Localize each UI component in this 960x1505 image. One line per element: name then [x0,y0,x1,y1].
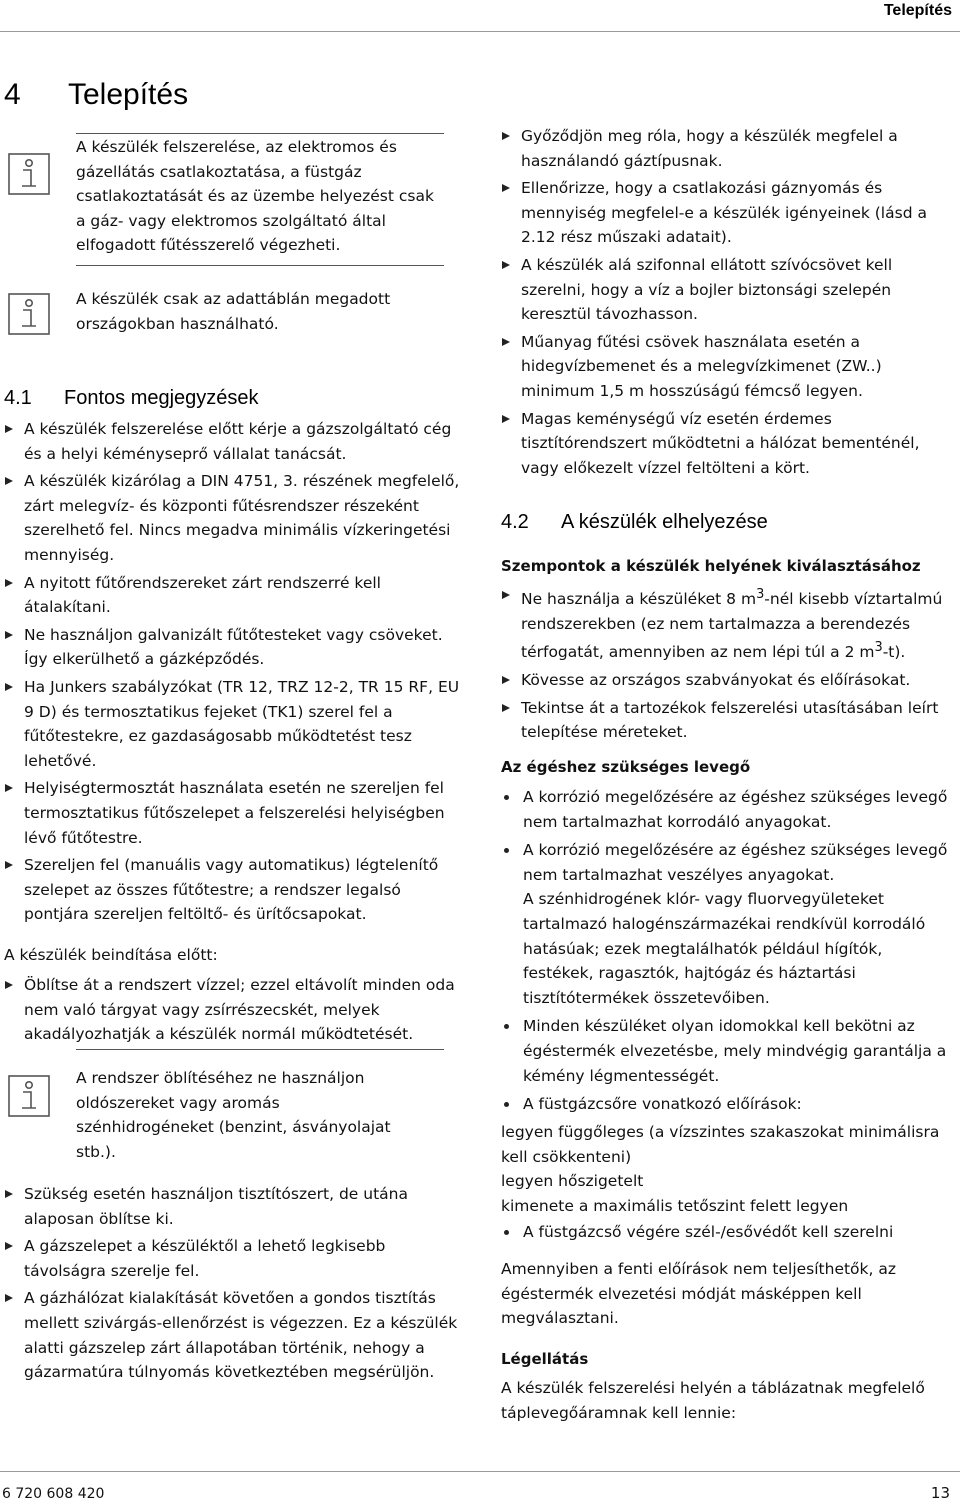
list-item [501,583,957,665]
footer-rule [0,1471,960,1472]
list-item: A nyitott fűtőrendszereket zárt rendszerré kell átalakítani. [4,571,460,620]
header-rule [0,31,960,32]
notice-rule [76,1049,444,1050]
list-item: Helyiségtermosztát használata esetén ne szereljen fel termosztatikus fűtőszelepet a felszerelési helyiségben lévő fűtőtestre. [4,776,460,850]
important-notes-list [4,417,460,930]
flue-line: kimenete a maximális tetőszint felett legyen [501,1196,849,1215]
chapter-title: Telepítés [68,78,189,111]
notice-text: A rendszer öblítéséhez ne használjon oldószereket vagy aromás szénhidrogéneket (benzint, ásványolajat stb.). [76,1069,391,1161]
item-text: A korrózió megelőzésére az égéshez szükséges levegő nem tartalmazhat veszélyes anyagokat. [523,841,948,884]
superscript: 3 [874,640,883,656]
list-item: A gázhálózat kialakítását követően a gondos tisztítás mellett szivárgás-ellenőrzést is végezzen. Ez a készülék alatti gázszelep zárt állapotában történik, nehogy a gázarmatúra túlnyomás következtében megsérüljön. [4,1286,460,1384]
superscript: 3 [756,587,765,602]
notice-text: A készülék csak az adattáblán megadott országokban használható. [76,290,391,333]
section-title: A készülék elhelyezése [561,511,768,533]
section-number: 4.1 [4,387,32,409]
list-item: Tekintse át a tartozékok felszerelési utasításában leírt telepítése méreteket. [501,696,957,745]
list-item: A korrózió megelőzésére az égéshez szükséges levegő nem tartalmazhat korrodáló anyagokat. [501,785,957,834]
list-item: Ha Junkers szabályzókat (TR 12, TRZ 12-2, TR 15 RF, EU 9 D) és termosztatikus fejeket (TK1) szerel fel a fűtőtestekre, ez gazdaságosabb működtetést tesz lehetővé. [4,675,460,773]
item-extra-text: A szénhidrogének klór- vagy fluorvegyületeket tartalmazó halogénszármazékai rendkívül korrodáló hatásúak; ezek megtalálhatók például hígítók, festékek, ragasztók, hajtógáz és háztartási tisztítótermékek összetevőiben. [523,890,926,1007]
notice-text: A készülék felszerelése, az elektromos és gázellátás csatlakoztatása, a füstgáz csatlakoztatását és az üzembe helyezést csak a gáz- vagy elektromos szolgáltató által elfogadott fűtésszerelő végezheti. [76,138,434,254]
flue-line: legyen függőleges (a vízszintes szakaszokat minimálisra kell csökkenteni) [501,1123,940,1166]
list-item: A gázszelepet a készüléktől a lehető legkisebb távolságra szerelje fel. [4,1234,460,1283]
info-notice-solvents [4,1049,444,1169]
chapter-number: 4 [4,78,21,111]
before-start-list [4,973,460,1050]
item-text: Ne használja a készüléket 8 m [521,590,757,609]
document-number: 6 720 608 420 [2,1486,105,1502]
list-item: Kövesse az országos szabványokat és előírásokat. [501,668,957,693]
item-text: -t). [882,643,906,662]
subheading-location: Szempontok a készülék helyének kiválasztásához [501,557,921,575]
list-item: Minden készüléket olyan idomokkal kell bekötni az égéstermék elvezetésbe, mely mindvégig garantálja a kémény légmentességét. [501,1014,957,1088]
subheading-air-supply: Légellátás [501,1350,589,1368]
info-notice-countries [4,265,444,345]
section-heading-4-1 [4,387,259,410]
location-list [501,583,957,748]
list-item [501,838,957,1010]
closing-paragraph: Amennyiben a fenti előírások nem teljesíthetők, az égéstermék elvezetési módját másképpen kell megválasztani. [501,1260,897,1328]
list-item: A füstgázcső végére szél-/esővédőt kell szerelni [501,1220,957,1245]
list-item: Ellenőrizze, hogy a csatlakozási gáznyomás és mennyiség megfelel-e a készülék igényeinek (lásd a 2.12 rész műszaki adatait). [501,176,957,250]
before-start-label: A készülék beindítása előtt: [4,946,218,964]
list-item: Szükség esetén használjon tisztítószert, de utána alaposan öblítse ki. [4,1182,460,1231]
notice-rule [76,133,444,134]
list-item: Szereljen fel (manuális vagy automatikus) légtelenítő szelepet az összes fűtőtestre; a rendszer legalsó pontjára szereljen feltöltő- és ürítőcsapokat. [4,853,460,927]
info-notice-installer [4,133,444,263]
combustion-air-list [501,785,957,1121]
section-number: 4.2 [501,511,529,533]
info-icon [8,293,50,335]
checks-list [501,124,957,483]
page-number: 13 [930,1484,950,1502]
item-text: -nél kisebb víztartalmú rendszerekben (ez nem tartalmazza a berendezés térfogatát, amennyiben az nem lépi túl a 2 m [521,590,943,662]
section-heading-4-2 [501,511,768,534]
after-flush-list [4,1182,460,1388]
notice-rule [76,265,444,266]
list-item: Győződjön meg róla, hogy a készülék megfelel a használandó gáztípusnak. [501,124,957,173]
list-item: A készülék alá szifonnal ellátott szívócsövet kell szerelni, hogy a víz a bojler biztonsági szelepén keresztül távozhasson. [501,253,957,327]
list-item: Magas keménységű víz esetén érdemes tisztítórendszert működtetni a hálózat bementénél, vagy előkezelt vízzel feltölteni a kört. [501,407,957,481]
flue-requirements [501,1120,957,1218]
air-supply-text: A készülék felszerelési helyén a táblázatnak megfelelő táplevegőáramnak kell lennie: [501,1379,925,1422]
running-header-title: Telepítés [883,2,952,19]
chapter-heading [4,78,188,112]
subheading-combustion-air: Az égéshez szükséges levegő [501,758,751,776]
flue-line: legyen hőszigetelt [501,1172,644,1191]
list-item: A készülék kizárólag a DIN 4751, 3. részének megfelelő, zárt melegvíz- és központi fűtésrendszer részeként szerelhető fel. Nincs megadva minimális vízkeringetési mennyiség. [4,469,460,567]
section-title: Fontos megjegyzések [64,387,259,409]
info-icon [8,153,50,195]
flue-cap-list [501,1220,957,1249]
list-item: A füstgázcsőre vonatkozó előírások: [501,1092,957,1117]
list-item: Műanyag fűtési csövek használata esetén a hidegvízbemenet és a melegvízkimenet (ZW..) minimum 1,5 m hosszúságú fémcső legyen. [501,330,957,404]
list-item: A készülék felszerelése előtt kérje a gázszolgáltató cég és a helyi kéményseprő vállalat tanácsát. [4,417,460,466]
info-icon [8,1075,50,1117]
list-item: Öblítse át a rendszert vízzel; ezzel eltávolít minden oda nem való tárgyat vagy zsírrészecskét, melyek akadályozhatják a készülék normál működtetését. [4,973,460,1047]
list-item: Ne használjon galvanizált fűtőtesteket vagy csöveket. Így elkerülhető a gázképződés. [4,623,460,672]
